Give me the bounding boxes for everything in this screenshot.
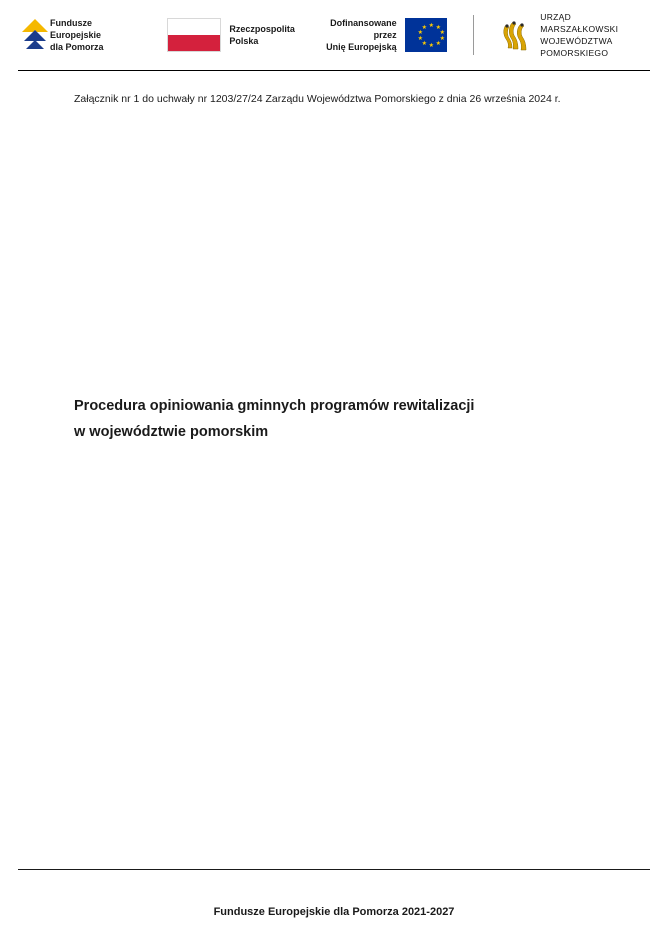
urzad-marszalkowski-text: [540, 11, 650, 59]
logo-rzeczpospolita-polska: [167, 18, 295, 52]
page-title: [74, 393, 574, 445]
logo-line-2: Unię Europejską: [326, 42, 397, 52]
footer-label: Fundusze Europejskie dla Pomorza 2021-2027: [213, 906, 455, 918]
polish-flag-icon: [167, 18, 221, 52]
unia-europejska-text: [321, 17, 397, 53]
fundusze-europejskie-text: [50, 17, 127, 53]
logo-line-2: Polska: [229, 36, 259, 46]
logo-unia-europejska: [321, 17, 448, 53]
footer-divider-rule: [18, 869, 650, 870]
page-title-line-1: Procedura opiniowania gminnych programów rewitalizacji: [74, 398, 475, 414]
eu-flag-icon: ★ ★ ★ ★ ★ ★ ★ ★ ★ ★: [405, 18, 448, 52]
logo-line-1: Fundusze Europejskie: [50, 18, 102, 40]
rzeczpospolita-polska-text: [229, 23, 295, 47]
logo-line-2: WOJEWÓDZTWA POMORSKIEGO: [540, 36, 613, 58]
page-title-line-2: w województwie pomorskim: [74, 424, 269, 440]
header-logo-bar: [0, 0, 668, 70]
logo-fundusze-europejskie: [22, 17, 127, 53]
fundusze-europejskie-icon: [22, 19, 43, 51]
logo-line-2: dla Pomorza: [50, 42, 104, 52]
attachment-note: Załącznik nr 1 do uchwały nr 1203/27/24 Zarządu Województwa Pomorskiego z dnia 26 września 2024 r.: [74, 93, 561, 105]
pomorskie-crest-icon: [500, 17, 530, 53]
logo-line-1: URZĄD MARSZAŁKOWSKI: [540, 12, 619, 34]
logo-divider: [473, 15, 474, 55]
logo-line-1: Dofinansowane przez: [330, 18, 397, 40]
logo-urzad-marszalkowski: [500, 11, 650, 59]
logo-line-1: Rzeczpospolita: [229, 24, 295, 34]
header-divider-rule: [18, 70, 650, 71]
